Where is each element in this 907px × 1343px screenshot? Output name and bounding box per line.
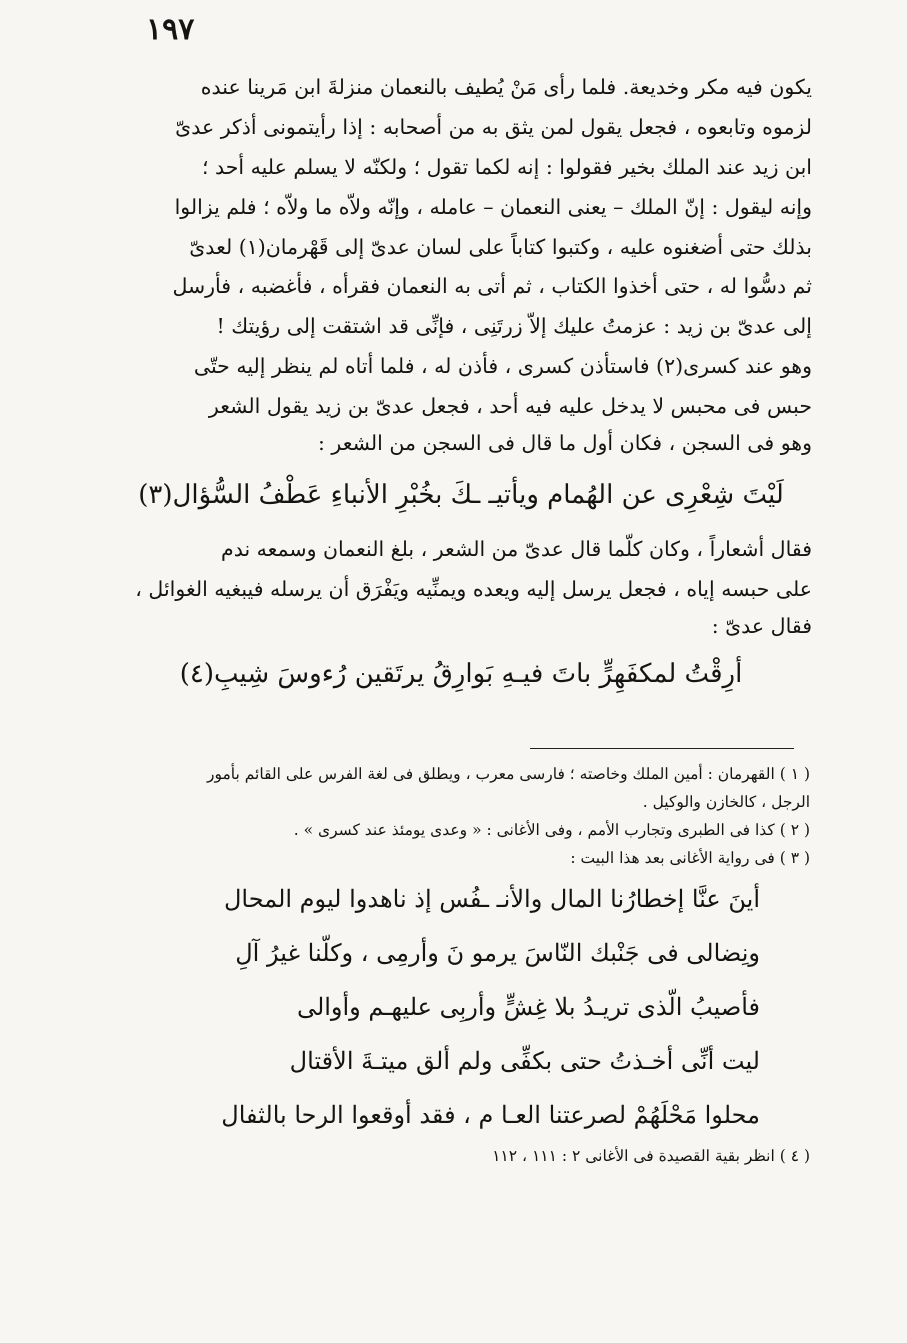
- text-line: ثم دسُّوا له ، حتى أخذوا الكتاب ، ثم أتى به النعمان فقرأه ، فأغضبه ، فأرسل: [172, 274, 812, 299]
- footnote-verse: ونِضالى فى جَنْبك النّاسَ يرمو نَ وأرمِى ، وكلّنا غيرُ آلِ: [235, 939, 760, 967]
- footnote-verse: محلوا مَحْلَهُمْ لصرعتنا العـا م ، فقد أوقعوا الرحا بالثفال: [221, 1101, 760, 1129]
- footnote-line: ( ٢ ) كذا فى الطبرى وتجارب الأمم ، وفى الأغانى : « وعدى يومئذ عند كسرى » .: [293, 821, 810, 839]
- footnote-line: الرجل ، كالخازن والوكيل .: [642, 793, 810, 811]
- main-text: [110, 68, 812, 705]
- text-line: فقال عدىّ :: [711, 613, 812, 638]
- poem-verse: أرِقْتُ لمكفَهِرٍّ باتَ فيـهِ بَوارِقُ يرتَقين رُءوسَ شِيبِ(٤): [179, 658, 743, 689]
- text-line: فقال أشعاراً ، وكان كلّما قال عدىّ من الشعر ، بلغ النعمان وسمعه ندم: [221, 537, 812, 562]
- footnote-line: ( ٣ ) فى رواية الأغانى بعد هذا البيت :: [570, 849, 810, 867]
- footnote-line: ( ٤ ) انظر بقية القصيدة فى الأغانى ٢ : ١١١ ، ١١٢: [492, 1147, 810, 1165]
- text-line: إلى عدىّ بن زيد : عزمتُ عليك إلاّ زرتَنِى ، فإنِّى قد اشتقت إلى رؤيتك !: [216, 314, 812, 339]
- text-line: على حبسه إياه ، فجعل يرسل إليه ويعده ويمنِّيه ويَفْرَق أن يرسله فيبغيه الغوائل ،: [135, 576, 812, 601]
- text-line: حبس فى محبس لا يدخل عليه فيه أحد ، فجعل عدىّ بن زيد يقول الشعر: [208, 394, 812, 419]
- footnote-verse: ليت أنِّى أخـذتُ حتى بكفِّى ولم ألق ميتـةَ الأقتال: [289, 1047, 760, 1075]
- text-line: لزموه وتابعوه ، فجعل يقول لمن يثق به من أصحابه : إذا رأيتمونى أذكر عدىّ: [175, 114, 812, 139]
- footnote-divider: [530, 748, 794, 749]
- text-line: وإنه ليقول : إنّ الملك – يعنى النعمان – عامله ، وإنّه ولاّه ما ولاّه ؛ فلم يزالوا: [174, 194, 812, 219]
- text-line: وهو عند كسرى(٢) فاستأذن كسرى ، فأذن له ، فلما أتاه لم ينظر إليه حتّى: [193, 354, 812, 379]
- footnote-verse: فأصيبُ الّذى تريـدُ بلا غِشٍّ وأربِى عليهـم وأوالى: [296, 993, 760, 1021]
- text-line: ابن زيد عند الملك بخير فقولوا : إنه لكما تقول ؛ ولكنّه لا يسلم عليه أحد ؛: [201, 154, 812, 179]
- footnotes: [110, 760, 810, 1170]
- text-line: يكون فيه مكر وخديعة. فلما رأى مَنْ يُطيف بالنعمان منزلةَ ابن مَرينا عنده: [200, 75, 812, 99]
- page-number: ١٩٧: [146, 12, 195, 47]
- text-line: بذلك حتى أضغنوه عليه ، وكتبوا كتاباً على لسان عدىّ إلى قَهْرمان(١) لعدىّ: [189, 234, 812, 259]
- footnote-verse: أينَ عنَّا إخطارُنا المال والأنـ ـفُس إذ ناهدوا ليوم المحال: [223, 885, 760, 913]
- poem-verse: لَيْتَ شِعْرِى عن الهُمام ويأتيـ ـكَ بخُبْرِ الأنباءِ عَطْفُ السُّؤال(٣): [138, 480, 784, 511]
- footnote-line: ( ١ ) القهرمان : أمين الملك وخاصته ؛ فارسى معرب ، ويطلق فى لغة الفرس على القائم بأمور: [206, 765, 810, 783]
- text-line: وهو فى السجن ، فكان أول ما قال فى السجن من الشعر :: [317, 431, 812, 456]
